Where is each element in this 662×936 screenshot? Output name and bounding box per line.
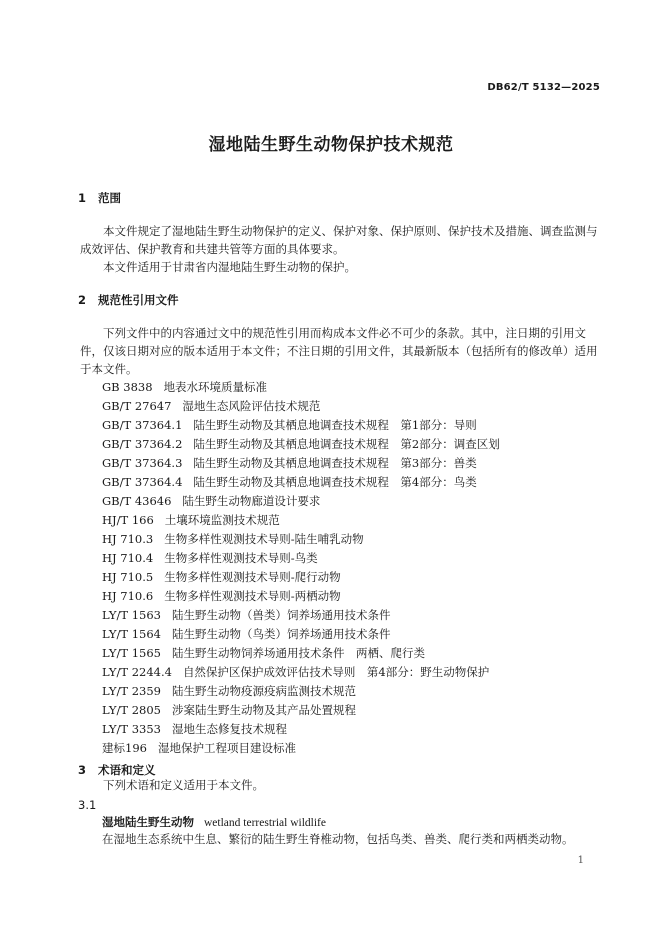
reference-code: LY/T 2359 — [102, 684, 161, 698]
reference-name: 生物多样性观测技术导则-鸟类 — [164, 551, 318, 565]
reference-name: 陆生野生动物（鸟类）饲养场通用技术条件 — [171, 627, 391, 641]
reference-code: LY/T 1565 — [102, 646, 161, 660]
reference-item — [102, 378, 267, 396]
reference-item — [102, 701, 356, 719]
reference-code: GB/T 37364.4 — [102, 475, 183, 489]
reference-name: 湿地保护工程项目建设标准 — [157, 741, 296, 755]
reference-name: 陆生野生动物及其栖息地调查技术规程 第4部分：鸟类 — [193, 475, 477, 489]
reference-name: 陆生野生动物及其栖息地调查技术规程 第3部分：兽类 — [193, 456, 477, 470]
reference-name: 生物多样性观测技术导则-爬行动物 — [164, 570, 341, 584]
reference-code: LY/T 2244.4 — [102, 665, 172, 679]
reference-name: 生物多样性观测技术导则-两栖动物 — [164, 589, 341, 603]
reference-item — [102, 397, 320, 415]
term-english: wetland terrestrial wildlife — [204, 817, 326, 829]
reference-name: 陆生野生动物疫源疫病监测技术规范 — [171, 684, 356, 698]
reference-name: 陆生野生动物及其栖息地调查技术规程 第1部分：导则 — [193, 418, 477, 432]
paragraph: 下列术语和定义适用于本文件。 — [103, 778, 264, 792]
paragraph: 本文件规定了湿地陆生野生动物保护的定义、保护对象、保护原则、保护技术及措施、调查监测与成效评估、保护教育和共建共管等方面的具体要求。 — [80, 224, 598, 256]
term-number: 3.1 — [78, 798, 97, 812]
reference-code: HJ 710.3 — [102, 532, 154, 546]
section-2-heading — [78, 292, 179, 308]
reference-name: 陆生野生动物（兽类）饲养场通用技术条件 — [171, 608, 391, 622]
reference-name: 陆生野生动物廊道设计要求 — [182, 494, 321, 508]
term-entry — [102, 814, 326, 830]
reference-item — [102, 492, 320, 510]
reference-code: GB/T 43646 — [102, 494, 172, 508]
reference-item — [102, 663, 489, 681]
reference-item — [102, 625, 390, 643]
reference-item — [102, 739, 296, 757]
section-number: 3 — [78, 763, 87, 777]
reference-item — [102, 473, 477, 491]
section-title: 术语和定义 — [98, 763, 156, 777]
reference-name: 湿地生态修复技术规程 — [171, 722, 287, 736]
reference-item — [102, 530, 364, 548]
page-number: 1 — [577, 855, 584, 866]
reference-name: 湿地生态风险评估技术规范 — [182, 399, 321, 413]
reference-code: LY/T 2805 — [102, 703, 161, 717]
reference-item — [102, 720, 287, 738]
reference-code: GB 3838 — [102, 380, 153, 394]
section-title: 范围 — [98, 191, 121, 205]
reference-item — [102, 511, 280, 529]
section-1-heading — [78, 190, 121, 206]
reference-item — [102, 682, 356, 700]
reference-code: HJ 710.5 — [102, 570, 154, 584]
reference-item — [102, 587, 341, 605]
reference-code: LY/T 1563 — [102, 608, 161, 622]
reference-code: GB/T 37364.1 — [102, 418, 183, 432]
reference-item — [102, 644, 425, 662]
reference-item — [102, 549, 318, 567]
section-number: 1 — [78, 191, 87, 205]
reference-name: 自然保护区保护成效评估技术导则 第4部分：野生动物保护 — [182, 665, 490, 679]
reference-name: 土壤环境监测技术规范 — [164, 513, 280, 527]
reference-code: 建标196 — [102, 741, 147, 755]
document-title: 湿地陆生野生动物保护技术规范 — [208, 135, 454, 155]
reference-code: GB/T 27647 — [102, 399, 172, 413]
reference-item — [102, 416, 477, 434]
reference-item — [102, 606, 390, 624]
reference-item — [102, 454, 477, 472]
reference-code: HJ 710.6 — [102, 589, 154, 603]
reference-name: 生物多样性观测技术导则-陆生哺乳动物 — [164, 532, 364, 546]
term-definition: 在湿地生态系统中生息、繁衍的陆生野生脊椎动物，包括鸟类、兽类、爬行类和两栖类动物。 — [102, 832, 574, 846]
reference-name: 陆生野生动物及其栖息地调查技术规程 第2部分：调查区划 — [193, 437, 500, 451]
reference-code: LY/T 1564 — [102, 627, 161, 641]
reference-code: HJ/T 166 — [102, 513, 154, 527]
reference-name: 地表水环境质量标准 — [163, 380, 268, 394]
reference-code: GB/T 37364.3 — [102, 456, 183, 470]
reference-name: 陆生野生动物饲养场通用技术条件 两栖、爬行类 — [171, 646, 425, 660]
reference-item — [102, 435, 500, 453]
section-number: 2 — [78, 293, 87, 307]
reference-code: LY/T 3353 — [102, 722, 161, 736]
reference-name: 涉案陆生野生动物及其产品处置规程 — [171, 703, 356, 717]
reference-code: GB/T 37364.2 — [102, 437, 183, 451]
reference-item — [102, 568, 341, 586]
term-chinese: 湿地陆生野生动物 — [102, 815, 194, 829]
paragraph: 本文件适用于甘肃省内湿地陆生野生动物的保护。 — [103, 260, 356, 274]
paragraph: 下列文件中的内容通过文中的规范性引用而构成本文件必不可少的条款。其中，注日期的引用文件，仅该日期对应的版本适用于本文件；不注日期的引用文件，其最新版本（包括所有的修改单）适用于本文件。 — [80, 326, 598, 376]
document-code: DB62/T 5132—2025 — [487, 82, 600, 93]
section-title: 规范性引用文件 — [98, 293, 179, 307]
reference-code: HJ 710.4 — [102, 551, 154, 565]
